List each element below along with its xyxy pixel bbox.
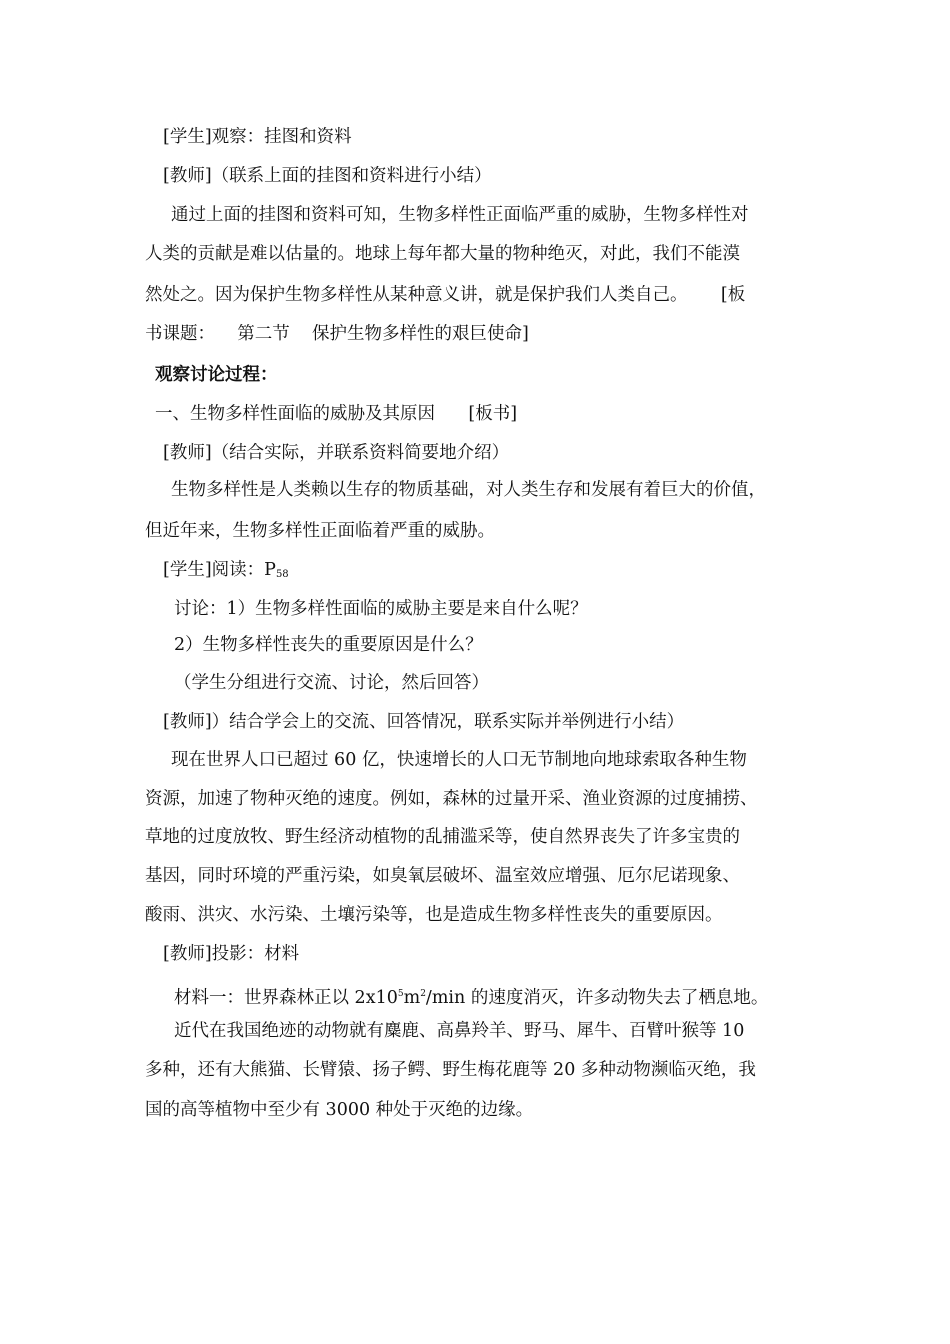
paragraph-line: 生物多样性是人类赖以生存的物质基础，对人类生存和发展有着巨大的价值， [171, 480, 766, 500]
student-observe-line: [学生]观察：挂图和资料 [163, 127, 352, 147]
paragraph-line: 草地的过度放牧、野生经济动植物的乱捕滥采等，使自然界丧失了许多宝贵的 [145, 827, 740, 847]
discussion-question-1: 讨论：1）生物多样性面临的威胁主要是来自什么呢？ [174, 599, 588, 619]
discussion-question-2: 2）生物多样性丧失的重要原因是什么？ [174, 635, 483, 655]
section-heading: 观察讨论过程： [155, 365, 278, 385]
paragraph-line: 现在世界人口已超过 60 亿，快速增长的人口无节制地向地球索取各种生物 [171, 750, 747, 770]
teacher-summary-line: [教师]）结合学会上的交流、回答情况，联系实际并举例进行小结） [163, 712, 685, 732]
subsection-heading: 一、生物多样性面临的威胁及其原因 [板书] [155, 404, 518, 424]
board-title-line: 书课题： 第二节 保护生物多样性的艰巨使命] [145, 324, 529, 344]
paragraph-line: 人类的贡献是难以估量的。地球上每年都大量的物种绝灭，对此，我们不能漠 [145, 244, 740, 264]
teacher-intro-line: [教师]（结合实际，并联系资料简要地介绍） [163, 443, 510, 463]
paragraph-line: 近代在我国绝迹的动物就有麋鹿、高鼻羚羊、野马、犀牛、百臂叶猴等 10 [174, 1021, 745, 1041]
paragraph-line: 通过上面的挂图和资料可知，生物多样性正面临严重的威胁，生物多样性对 [171, 205, 749, 225]
paragraph-line: 资源，加速了物种灭绝的速度。例如，森林的过量开采、渔业资源的过度捕捞、 [145, 789, 758, 809]
paragraph-line: 然处之。因为保护生物多样性从某种意义讲，就是保护我们人类自己。 [板 [145, 285, 746, 305]
paragraph-line: 国的高等植物中至少有 3000 种处于灭绝的边缘。 [145, 1100, 534, 1120]
paragraph-line: 但近年来，生物多样性正面临着严重的威胁。 [145, 521, 495, 541]
paragraph-line: 基因，同时环境的严重污染，如臭氧层破坏、温室效应增强、厄尔尼诺现象、 [145, 866, 740, 886]
page-number: 58 [275, 569, 289, 580]
material-one-line: 材料一：世界森林正以 $2x10^5m^2/\min$ 的速度消灭，许多动物失去了栖息地。 [174, 988, 769, 1008]
teacher-projection-line: [教师]投影：材料 [163, 944, 300, 964]
student-group-note: （学生分组进行交流、讨论，然后回答） [174, 673, 489, 693]
student-read-line: [学生]阅读：$P_{58}$ [163, 560, 289, 580]
paragraph-line: 多种，还有大熊猫、长臂猿、扬子鳄、野生梅花鹿等 20 多种动物濒临灭绝，我 [145, 1060, 756, 1080]
paragraph-line: 酸雨、洪灾、水污染、土壤污染等，也是造成生物多样性丧失的重要原因。 [145, 905, 723, 925]
teacher-summary-line: [教师]（联系上面的挂图和资料进行小结） [163, 166, 492, 186]
